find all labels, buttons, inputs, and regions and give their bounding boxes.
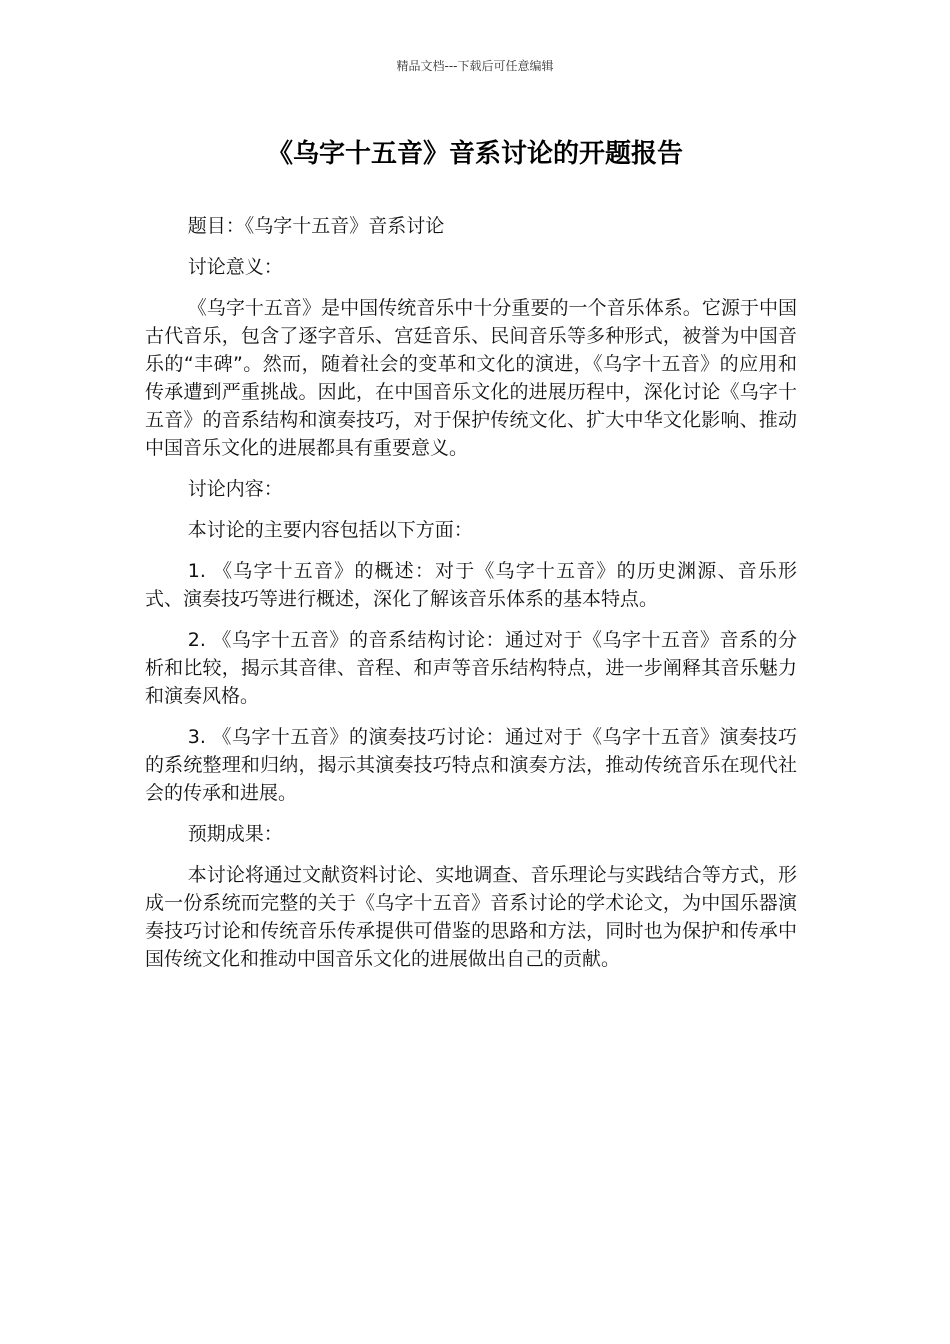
- document-body: [145, 212, 797, 986]
- content-intro: 本讨论的主要内容包括以下方面：: [187, 519, 473, 541]
- header-note: 精品文档---下载后可任意编辑: [396, 59, 554, 73]
- section-heading-outcomes: 预期成果：: [187, 823, 283, 845]
- topic-line: 题目：《乌字十五音》音系讨论: [187, 215, 445, 237]
- content-item-1: 1. 《乌字十五音》的概述：对于《乌字十五音》的历史渊源、音乐形式、演奏技巧等进行概述，深化了解该音乐体系的基本特点。: [145, 560, 797, 610]
- content-item-3: 3. 《乌字十五音》的演奏技巧讨论：通过对于《乌字十五音》演奏技巧的系统整理和归纳，揭示其演奏技巧特点和演奏方法，推动传统音乐在现代社会的传承和进展。: [145, 726, 797, 804]
- outcomes-paragraph: 本讨论将通过文献资料讨论、实地调查、音乐理论与实践结合等方式，形成一份系统而完整的关于《乌字十五音》音系讨论的学术论文，为中国乐器演奏技巧讨论和传统音乐传承提供可借鉴的思路和方法，同时也为保护和传承中国传统文化和推动中国音乐文化的进展做出自己的贡献。: [145, 864, 797, 970]
- significance-paragraph: 《乌字十五音》是中国传统音乐中十分重要的一个音乐体系。它源于中国古代音乐，包含了逐字音乐、宫廷音乐、民间音乐等多种形式，被誉为中国音乐的“丰碑”。然而，随着社会的变革和文化的演进，《乌字十五音》的应用和传承遭到严重挑战。因此，在中国音乐文化的进展历程中，深化讨论《乌字十五音》的音系结构和演奏技巧，对于保护传统文化、扩大中华文化影响、推动中国音乐文化的进展都具有重要意义。: [145, 297, 797, 459]
- section-heading-content: 讨论内容：: [187, 478, 283, 500]
- document-title: 《乌字十五音》音系讨论的开题报告: [266, 139, 683, 169]
- section-heading-significance: 讨论意义：: [187, 256, 283, 278]
- content-item-2: 2. 《乌字十五音》的音系结构讨论：通过对于《乌字十五音》音系的分析和比较，揭示其音律、音程、和声等音乐结构特点，进一步阐释其音乐魅力和演奏风格。: [145, 629, 797, 707]
